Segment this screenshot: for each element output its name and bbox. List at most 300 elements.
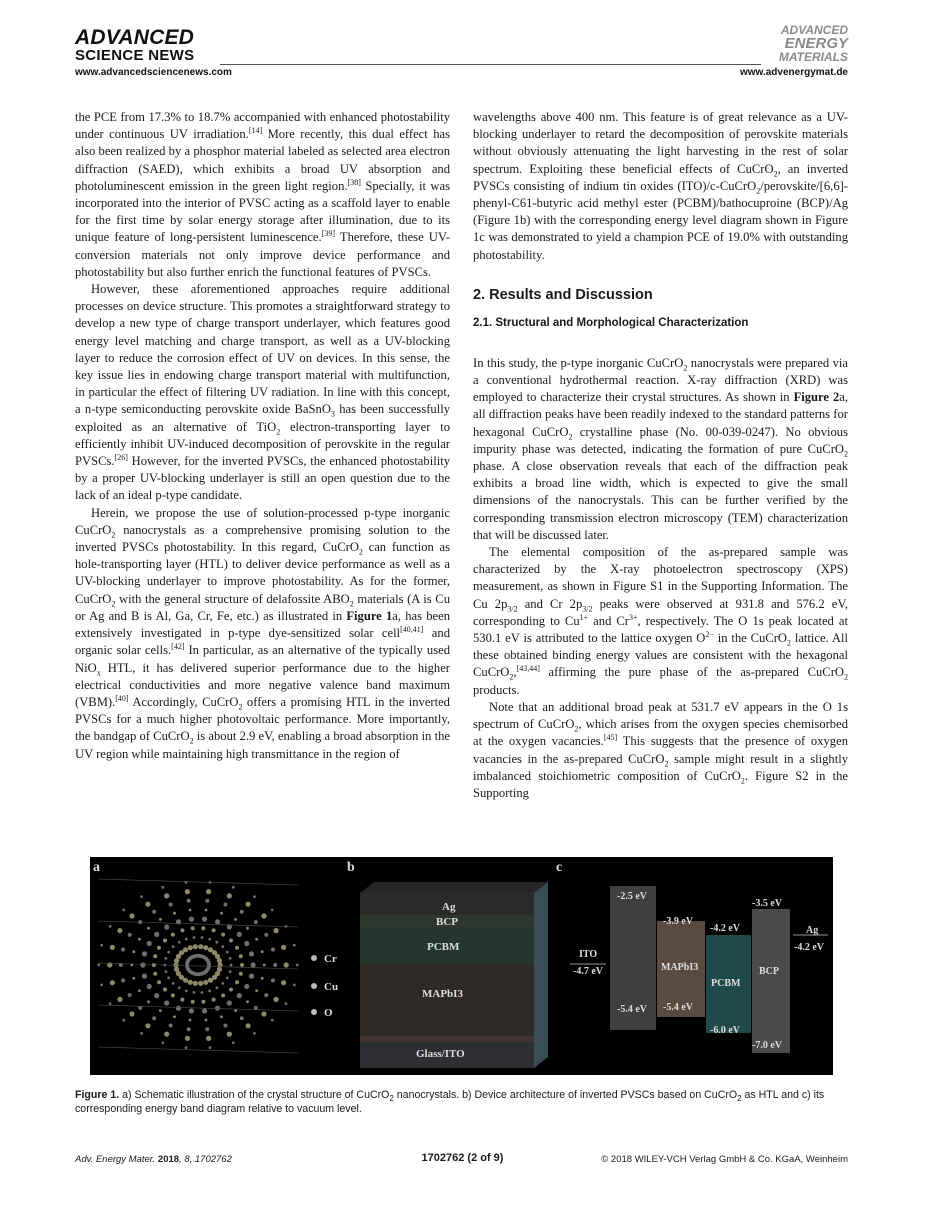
atom xyxy=(193,944,198,949)
atom xyxy=(223,903,227,907)
citation-ref: [42] xyxy=(171,642,185,652)
atom xyxy=(193,936,196,939)
subscript: 2 xyxy=(773,169,778,179)
figure-1-graphic xyxy=(90,857,833,1075)
subscript: 2 xyxy=(189,736,194,746)
citation-ref: 2− xyxy=(705,629,714,639)
atom xyxy=(153,972,157,976)
subscript: 2 xyxy=(683,363,688,373)
text-run: , xyxy=(513,665,517,680)
atom xyxy=(189,1019,192,1022)
subscript: 2 xyxy=(574,724,579,734)
atom xyxy=(174,967,179,972)
atom xyxy=(193,981,198,986)
layer-label-bcp: BCP xyxy=(436,916,458,928)
footer-volume: , 8, 1702762 xyxy=(179,1154,232,1165)
atom xyxy=(221,993,225,997)
atom xyxy=(271,948,275,952)
atom xyxy=(173,912,176,915)
atom xyxy=(239,972,243,976)
atom xyxy=(147,984,152,989)
text-run: Specially, it was incorporated into the interior of PVSC acting as a scaffold layer to enable for the first time by solar energy storage after illumination, due to its unique feature of long-persistent luminescence. xyxy=(75,178,450,245)
atom xyxy=(254,920,258,924)
atom xyxy=(227,1032,232,1037)
citation-ref: [40] xyxy=(115,693,129,703)
atom xyxy=(157,980,161,984)
atom xyxy=(240,1016,244,1020)
citation-ref: [38] xyxy=(347,177,361,187)
legend-o: O xyxy=(324,1007,333,1019)
atom xyxy=(205,909,208,912)
subscript: 2 xyxy=(664,759,669,769)
subscript: 2 xyxy=(740,776,745,786)
text-run: crystalline phase (No. 00-039-0247). No obvious impurity phase was detected, indicating the formation of pure CuCrO xyxy=(473,424,848,456)
atom xyxy=(209,1046,212,1049)
atom xyxy=(293,944,296,947)
atom xyxy=(261,1011,266,1016)
atom xyxy=(201,991,204,994)
atom xyxy=(246,1023,251,1028)
atom xyxy=(132,977,135,980)
atom xyxy=(185,938,188,941)
layer-mapbi3 xyxy=(360,964,534,1036)
atom xyxy=(100,944,103,947)
atom xyxy=(145,902,150,907)
paragraph xyxy=(473,544,848,699)
atom xyxy=(227,893,232,898)
atom xyxy=(165,970,168,973)
paragraph xyxy=(75,281,450,505)
header-rule xyxy=(220,64,761,65)
atom xyxy=(235,946,239,950)
atom xyxy=(207,961,211,965)
subscript: 2 xyxy=(509,673,514,682)
atom xyxy=(237,993,242,998)
mapbi3-bottom: -5.4 eV xyxy=(663,1002,693,1013)
atom xyxy=(240,963,244,967)
journal-brand-left xyxy=(75,28,194,63)
atom xyxy=(97,964,100,967)
subscript: 2 xyxy=(111,599,116,609)
figure-ref: Figure 1 xyxy=(346,608,393,623)
figure-ref: Figure 2 xyxy=(793,390,840,405)
layer-label-pcbm: PCBM xyxy=(427,941,460,953)
atom xyxy=(251,962,256,967)
atom xyxy=(159,1009,162,1012)
text-run: as HTL and c) its corresponding energy band diagram relative to vacuum level. xyxy=(75,1089,825,1115)
citation-ref: 1+ xyxy=(579,612,589,622)
atom xyxy=(253,1032,256,1035)
text-run: in the CuCrO xyxy=(713,631,787,646)
atom xyxy=(100,984,103,987)
text-run: the PCE from 17.3% to 18.7% accompanied with enhanced photostability under continuous UV irradiation. xyxy=(75,110,450,142)
subscript: 2 xyxy=(111,530,116,540)
subscript: 3/2 xyxy=(507,604,518,614)
text-run: with the general structure of delafossite ABO xyxy=(115,591,350,606)
text-run: lattice. All these obtained binding energy values are consistent with the hexagonal CuCrO xyxy=(473,631,849,680)
atom xyxy=(202,917,207,922)
text-run: However, these aforementioned approaches require additional processes on device structure. This promotes a straightforward strategy to develop a new type of charge transport underlayer, which features good energy level matching and charge transport, as well as a UV-blocking layer to reduce the corrosion effect of UV on devices. In this sense, the key issue lies in endowing charge transport material with multifunction, in particular the effect of filtering UV radiation. In line with this concept, a n-type semiconducting perovskite oxide BaSnO xyxy=(75,282,450,417)
legend-cu-marker xyxy=(311,983,317,989)
section-title: 2. Results and Discussion xyxy=(473,286,653,303)
atom xyxy=(153,954,157,958)
atom xyxy=(154,993,159,998)
atom xyxy=(284,962,289,967)
atom xyxy=(180,998,184,1002)
atom xyxy=(183,947,188,952)
text-run: , an inverted PVSCs consisting of indium tin oxides (ITO)/c-CuCrO xyxy=(473,161,848,193)
text-run: a, has been extensively investigated in p-type dye-sensitized solar cell xyxy=(75,608,450,641)
atom xyxy=(203,980,208,985)
paragraph xyxy=(75,505,450,763)
text-run: a) Schematic illustration of the crystal structure of CuCrO xyxy=(119,1089,390,1101)
atom xyxy=(237,932,242,937)
text-run: can function as hole-transporting layer (HTL) to deliver device performance as well as a UV-blocking underlayer to improve photostability. As for the former, CuCrO xyxy=(75,540,450,606)
atom xyxy=(152,1016,156,1020)
atom xyxy=(147,927,150,930)
atom xyxy=(129,1011,134,1016)
atom xyxy=(229,988,233,992)
subscript: 2 xyxy=(389,1094,394,1104)
footer-journal: Adv. Energy Mater. xyxy=(75,1154,156,1165)
atom xyxy=(176,1006,181,1011)
atom xyxy=(169,1024,173,1028)
atom xyxy=(142,974,147,979)
atom xyxy=(240,910,244,914)
cucro2-bottom: -5.4 eV xyxy=(617,1004,647,1015)
subscript: 2 xyxy=(276,427,281,437)
atom xyxy=(161,1041,164,1044)
text-run: /perovskite/[6,6]-phenyl-C61-butyric acid methyl ester (PCBM)/bathocuproine (BCP)/Ag (Figure 1b) with the corresponding energy level diagram shown in Figure 1c was demonstrated to yield a champion PCE of 19.0% with outstanding photostability. xyxy=(473,178,848,262)
subscript: 2 xyxy=(844,449,848,459)
atom xyxy=(261,977,264,980)
panel-a-label: a xyxy=(93,860,100,875)
brand-right-line1: ADVANCED xyxy=(780,23,848,37)
text-run: In this study, the p-type inorganic CuCrO xyxy=(473,355,684,370)
citation-ref: [26] xyxy=(114,452,128,462)
citation-ref: [43,44] xyxy=(516,664,540,674)
brand-science-news: SCIENCE NEWS xyxy=(75,47,195,64)
atom xyxy=(122,1019,125,1022)
subscript: x xyxy=(96,668,101,678)
text-run: electron-transporting layer to efficiently inhibit UV-induced decomposition of perovskite in the regular PVSCs. xyxy=(75,419,450,469)
atom xyxy=(189,909,192,912)
text-run: products. xyxy=(473,682,520,697)
atom xyxy=(253,895,256,898)
atom xyxy=(193,991,196,994)
atom xyxy=(154,932,159,937)
atom xyxy=(122,909,125,912)
atom xyxy=(232,1041,235,1044)
atom xyxy=(246,1000,249,1003)
atom xyxy=(249,951,254,956)
atom xyxy=(140,962,145,967)
text-run: affirming the pure phase of the as-prepared CuCrO xyxy=(539,665,844,680)
stack-top-face xyxy=(360,882,548,893)
atom xyxy=(121,948,125,952)
subscript: 2 xyxy=(737,1094,742,1104)
atom xyxy=(185,990,188,993)
atom xyxy=(187,899,191,903)
atom xyxy=(201,926,205,930)
brand-right-line2: ENERGY xyxy=(784,35,848,52)
atom xyxy=(296,964,299,967)
legend-cr-marker xyxy=(311,955,317,961)
text-run: nanocrystals were prepared via a conventional hydrothermal reaction. X-ray diffraction (XRD) was employed to characterize their crystal structures. As shown in xyxy=(473,355,848,405)
atom xyxy=(205,1019,208,1022)
text-run: sample might result in a slightly imbalanced stoichiometric composition of CuCrO xyxy=(473,751,848,783)
atom xyxy=(208,978,213,983)
atom xyxy=(261,913,266,918)
atom xyxy=(185,1036,190,1041)
subscript: 2 xyxy=(756,186,761,196)
atom xyxy=(255,989,258,992)
atom xyxy=(235,980,239,984)
text-run: offers a promising HTL in the inverted PVSCs for a much higher photovoltaic performance. More importantly, the bandgap of CuCrO xyxy=(75,694,450,744)
atom xyxy=(167,977,170,980)
figure-1 xyxy=(90,857,833,1075)
atom xyxy=(261,950,264,953)
citation-ref: [40,41] xyxy=(400,624,424,634)
cucro2-top: -2.5 eV xyxy=(617,891,647,902)
atom xyxy=(205,899,209,903)
atom xyxy=(206,889,211,894)
subscript: 2 xyxy=(787,638,791,648)
atom xyxy=(191,926,195,930)
panel-b-label: b xyxy=(347,860,355,875)
atom xyxy=(255,938,258,941)
atom xyxy=(201,1000,205,1004)
atom xyxy=(145,1023,150,1028)
text-run: In particular, as an alternative of the typically used NiO xyxy=(75,643,450,675)
text-run: materials (A is Cu or Ag and B is Al, Ga, Cr, Fe, etc.) as illustrated in xyxy=(75,591,450,623)
text-run: nanocrystals. b) Device architecture of inverted PVSCs based on CuCrO xyxy=(393,1089,738,1101)
subscript: 3/2 xyxy=(582,604,593,614)
atom xyxy=(110,945,115,950)
atom xyxy=(110,980,115,985)
legend-cr: Cr xyxy=(324,953,337,965)
atom xyxy=(109,1002,112,1005)
text-run: Note that an additional broad peak at 531.7 eV appears in the O 1s spectrum of CuCrO xyxy=(473,699,848,732)
text-run: , respectively. The O 1s peak located at 530.1 eV is attributed to the lattice oxygen O xyxy=(473,613,848,646)
bcp-label: BCP xyxy=(759,966,779,977)
atom xyxy=(185,889,190,894)
legend-cu: Cu xyxy=(324,981,339,993)
atom xyxy=(188,945,193,950)
footer-page: 1702762 (2 of 9) xyxy=(421,1152,504,1164)
atom xyxy=(232,886,235,889)
atom xyxy=(147,1000,150,1003)
layer-label-mapbi3: MAPbI3 xyxy=(422,988,463,1000)
atom xyxy=(274,928,279,933)
atom xyxy=(281,980,286,985)
subscript: 2 xyxy=(238,702,243,712)
atom xyxy=(271,1019,274,1022)
atom xyxy=(185,1046,188,1049)
pcbm-label: PCBM xyxy=(711,978,741,989)
atom xyxy=(178,941,181,944)
mapbi3-label: MAPbI3 xyxy=(661,962,699,973)
atom xyxy=(189,1008,194,1013)
atom xyxy=(163,939,167,943)
brand-advanced: ADVANCED xyxy=(75,26,195,49)
text-run: , which arises from the oxygen species chemisorbed at the oxygen vacancies. xyxy=(473,717,848,749)
subscript: 2 xyxy=(349,599,354,609)
pcbm-top: -4.2 eV xyxy=(710,923,740,934)
subscript: 2 xyxy=(358,547,363,557)
citation-ref: [14] xyxy=(248,126,263,136)
atom xyxy=(220,912,223,915)
caption-label: Figure 1. xyxy=(75,1089,120,1101)
atom xyxy=(220,1015,223,1018)
atom xyxy=(109,925,112,928)
atom xyxy=(191,1000,195,1004)
atom xyxy=(129,913,134,918)
atom xyxy=(169,903,173,907)
atom xyxy=(164,893,169,898)
text-run: has been successfully exploited as an alternative of TiO xyxy=(75,402,451,434)
atom xyxy=(188,980,193,985)
stack-side-face xyxy=(534,882,548,1068)
panel-c-label: c xyxy=(556,860,563,875)
atom xyxy=(205,1027,209,1031)
atom xyxy=(164,924,169,929)
atom xyxy=(215,986,218,989)
atom xyxy=(147,941,152,946)
text-run: nanocrystals as a comprehensive promising solution to the inverted PVSCs photostability. In this regard, CuCrO xyxy=(75,522,450,555)
atom xyxy=(215,919,220,924)
subsection-title: 2.1. Structural and Morphological Characterization xyxy=(473,316,749,329)
atom xyxy=(229,970,232,973)
text-run: The elemental composition of the as-prepared sample was characterized by the X-ray photoelectron spectroscopy (XPS) measurement, as shown in Figure S1 in the Supporting Information. The Cu 2p xyxy=(473,545,848,611)
text-run: is about 2.9 eV, enabling a broad absorption in the UV region while maintaining high transmittance in the region of xyxy=(75,729,450,761)
citation-ref: 3+ xyxy=(629,612,638,622)
text-run: . Figure S2 in the Supporting xyxy=(473,768,848,800)
atom xyxy=(221,933,225,937)
atom xyxy=(171,933,175,937)
text-run: and Cr 2p xyxy=(517,596,583,611)
atom xyxy=(212,998,216,1002)
paragraph xyxy=(473,699,848,802)
atom xyxy=(201,936,204,939)
atom xyxy=(172,945,175,948)
atom xyxy=(226,977,229,980)
atom xyxy=(221,982,224,985)
atom xyxy=(152,910,156,914)
text-run: Herein, we propose the use of solution-processed p-type inorganic CuCrO xyxy=(75,505,450,537)
citation-ref: [45] xyxy=(603,733,618,743)
atom xyxy=(164,1032,169,1037)
atom xyxy=(128,933,132,937)
left-column xyxy=(75,109,450,763)
subscript: 2 xyxy=(568,432,573,442)
layer-label-glass-ito: Glass/ITO xyxy=(416,1048,465,1060)
layer-cucro2 xyxy=(360,1036,534,1042)
atom xyxy=(140,1032,143,1035)
atom xyxy=(249,974,254,979)
atom xyxy=(227,1000,232,1005)
url-right[interactable]: www.advenergymat.de xyxy=(740,67,848,78)
ag-label: Ag xyxy=(806,925,819,936)
atom xyxy=(167,951,170,954)
atom xyxy=(244,984,249,989)
atom xyxy=(274,997,279,1002)
atom xyxy=(230,964,233,967)
band-bcp xyxy=(752,909,790,1053)
footer-year: 2018 xyxy=(157,1154,180,1165)
atom xyxy=(264,993,268,997)
atom xyxy=(140,895,143,898)
text-run: and Cr xyxy=(588,613,629,628)
atom xyxy=(180,928,184,932)
atom xyxy=(198,981,203,986)
atom xyxy=(208,990,211,993)
atom xyxy=(202,1008,207,1013)
atom xyxy=(226,951,229,954)
atom xyxy=(229,939,233,943)
text-run: More recently, this dual effect has also been realized by a phosphor material labeled as selected area electron diffraction (SAED), which exhibits a broad UV absorption and photoluminescent emission in the green light region. xyxy=(75,127,450,193)
atom xyxy=(128,993,132,997)
brand-right-line3: MATERIALS xyxy=(778,50,848,64)
text-run: However, for the inverted PVSCs, the enhanced photostability by a proper UV-blocking underlayer is still an open question due to the lack of an ideal p-type candidate. xyxy=(75,454,450,503)
text-run: peaks were observed at 931.8 and 576.2 eV, corresponding to Cu xyxy=(473,596,848,628)
subscript: 3 xyxy=(330,409,335,419)
subscript: 2 xyxy=(844,673,848,682)
atom xyxy=(239,954,243,958)
atom xyxy=(212,928,216,932)
atom xyxy=(117,997,122,1002)
atom xyxy=(244,941,249,946)
pcbm-bottom: -6.0 eV xyxy=(710,1025,740,1036)
atom xyxy=(163,988,167,992)
atom xyxy=(234,918,237,921)
ito-label: ITO xyxy=(579,949,598,960)
atom xyxy=(271,979,275,983)
mapbi3-top: -3.9 eV xyxy=(663,916,693,927)
atom xyxy=(203,945,208,950)
right-column xyxy=(473,109,848,802)
atom xyxy=(273,963,277,967)
atom xyxy=(234,1009,237,1012)
caption-text xyxy=(75,1089,824,1115)
atom xyxy=(161,886,164,889)
text-run: a, all diffraction peaks have been readily indexed to the standard patterns for hexagonal CuCrO xyxy=(473,390,849,439)
url-left[interactable]: www.advancedsciencenews.com xyxy=(75,67,232,78)
bcp-top: -3.5 eV xyxy=(752,898,782,909)
atom xyxy=(263,964,266,967)
paragraph xyxy=(473,109,848,264)
atom xyxy=(121,979,125,983)
ito-level: -4.7 eV xyxy=(573,966,603,977)
bcp-bottom: -7.0 eV xyxy=(752,1040,782,1051)
atom xyxy=(164,1000,169,1005)
atom xyxy=(117,928,122,933)
atom xyxy=(293,984,296,987)
legend-o-marker xyxy=(311,1009,317,1015)
atom xyxy=(198,944,203,949)
atom xyxy=(271,909,274,912)
paragraph xyxy=(473,355,848,544)
atom xyxy=(173,1015,176,1018)
citation-ref: [39] xyxy=(321,229,336,239)
text-run: HTL, it has delivered superior performance due to the higher electrical conductivities and more negative valence band maximum (VBM). xyxy=(75,660,450,709)
atom xyxy=(157,946,161,950)
atom xyxy=(132,950,135,953)
atom xyxy=(246,902,251,907)
text-run: Therefore, these UV-conversion materials not only improve device performance and photostability but also further enrich the functional features of PVSCs. xyxy=(75,230,450,279)
atom xyxy=(221,945,224,948)
figure-caption xyxy=(75,1088,847,1116)
